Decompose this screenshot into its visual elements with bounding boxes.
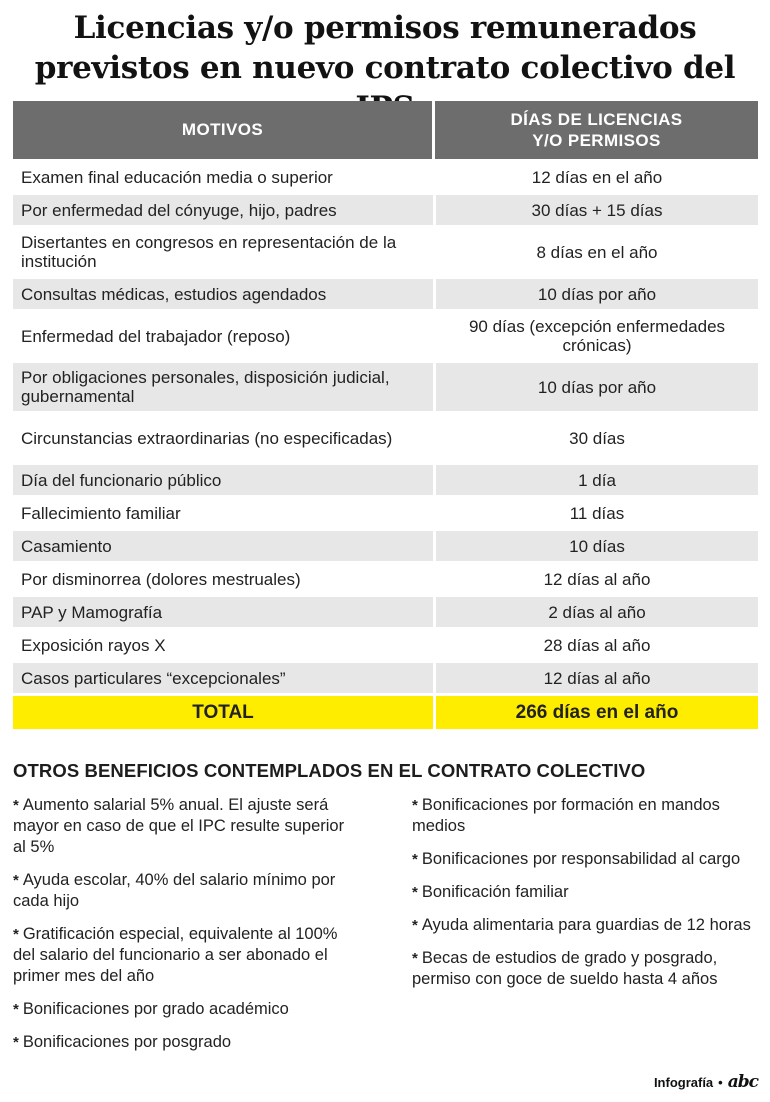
bullet-asterisk-icon: *	[412, 917, 418, 934]
motivo-cell: Disertantes en congresos en representación de la institución	[13, 228, 436, 276]
motivo-cell: Exposición rayos X	[13, 630, 436, 660]
bullet-asterisk-icon: *	[412, 884, 418, 901]
motivo-cell: Casos particulares “excepcionales”	[13, 663, 436, 693]
beneficio-item	[13, 924, 353, 987]
table-row	[13, 309, 758, 360]
beneficio-text: Ayuda alimentaria para guardias de 12 horas	[421, 916, 751, 934]
dias-cell: 30 días	[569, 428, 625, 448]
table-row	[13, 627, 758, 660]
abc-logo: abc	[727, 1072, 758, 1092]
title-line-2: previstos en nuevo contrato colectivo del	[34, 50, 736, 86]
motivo-cell: Día del funcionario público	[13, 465, 436, 495]
footer-separator: •	[718, 1074, 723, 1090]
motivo-cell: Consultas médicas, estudios agendados	[13, 279, 436, 309]
beneficios-right-column	[412, 795, 752, 1002]
motivo-cell: Fallecimiento familiar	[13, 498, 436, 528]
beneficio-text: Bonificaciones por posgrado	[22, 1033, 232, 1051]
beneficio-item	[13, 999, 353, 1020]
table-row	[13, 159, 758, 192]
dias-cell: 12 días en el año	[531, 167, 663, 187]
dias-cell: 10 días	[569, 536, 625, 556]
beneficio-text: Gratificación especial, equivalente al 100% del salario del funcionario a ser abonado el primer mes del año	[13, 925, 338, 985]
bullet-asterisk-icon: *	[13, 872, 19, 889]
bullet-asterisk-icon: *	[13, 797, 19, 814]
footer-credit	[654, 1072, 758, 1092]
table-row	[13, 660, 758, 693]
dias-cell: 8 días en el año	[536, 242, 658, 262]
bullet-asterisk-icon: *	[13, 1001, 19, 1018]
dias-cell: 10 días por año	[537, 284, 657, 304]
beneficio-item	[412, 915, 752, 936]
footer-label: Infografía	[653, 1074, 714, 1090]
motivo-cell: Enfermedad del trabajador (reposo)	[13, 312, 436, 360]
motivo-cell: Circunstancias extraordinarias (no especificadas)	[13, 414, 436, 462]
beneficio-text: Bonificaciones por formación en mandos medios	[412, 796, 720, 835]
beneficio-item	[412, 849, 752, 870]
beneficio-text: Bonificación familiar	[421, 883, 569, 901]
dias-cell: 12 días al año	[543, 668, 651, 688]
beneficios-title: OTROS BENEFICIOS CONTEMPLADOS EN EL CONTRATO COLECTIVO	[13, 760, 646, 781]
dias-cell: 90 días (excepción enfermedades crónicas)	[468, 317, 726, 355]
beneficio-item	[412, 948, 752, 990]
bullet-asterisk-icon: *	[412, 950, 418, 967]
motivo-cell: Por enfermedad del cónyuge, hijo, padres	[13, 195, 436, 225]
motivo-cell: Casamiento	[13, 531, 436, 561]
beneficio-item	[13, 1032, 353, 1053]
motivo-cell: Por obligaciones personales, disposición judicial, gubernamental	[13, 363, 436, 411]
header-dias	[435, 101, 758, 159]
table-row	[13, 225, 758, 276]
dias-cell: 1 día	[578, 470, 616, 490]
beneficio-text: Aumento salarial 5% anual. El ajuste será mayor en caso de que el IPC resulte superior al 5%	[13, 796, 345, 856]
header-dias-line-2: Y/O PERMISOS	[532, 131, 661, 150]
dias-cell: 10 días por año	[537, 377, 657, 397]
beneficios-left-column	[13, 795, 353, 1065]
beneficio-item	[13, 870, 353, 912]
dias-cell: 12 días al año	[543, 569, 651, 589]
table-row	[13, 276, 758, 309]
total-value: 266 días en el año	[515, 702, 679, 723]
beneficio-text: Becas de estudios de grado y posgrado, permiso con goce de sueldo hasta 4 años	[412, 949, 718, 988]
title-line-1: Licencias y/o permisos remunerados	[73, 10, 697, 46]
bullet-asterisk-icon: *	[13, 1034, 19, 1051]
bullet-asterisk-icon: *	[412, 797, 418, 814]
dias-cell: 2 días al año	[548, 602, 646, 622]
header-dias-line-1: DÍAS DE LICENCIAS	[510, 110, 683, 129]
total-label: TOTAL	[13, 696, 436, 729]
dias-cell: 30 días + 15 días	[531, 200, 663, 220]
beneficio-item	[13, 795, 353, 858]
licencias-table	[13, 101, 758, 729]
table-row	[13, 561, 758, 594]
table-row	[13, 192, 758, 225]
table-row	[13, 495, 758, 528]
total-row	[13, 693, 758, 729]
table-row	[13, 411, 758, 462]
beneficio-item	[412, 795, 752, 837]
table-row	[13, 594, 758, 627]
motivo-cell: Por disminorrea (dolores mestruales)	[13, 564, 436, 594]
table-row	[13, 360, 758, 411]
table-body	[13, 159, 758, 693]
bullet-asterisk-icon: *	[13, 926, 19, 943]
table-row	[13, 462, 758, 495]
table-row	[13, 528, 758, 561]
beneficio-item	[412, 882, 752, 903]
beneficio-text: Ayuda escolar, 40% del salario mínimo por cada hijo	[13, 871, 336, 910]
beneficio-text: Bonificaciones por responsabilidad al cargo	[421, 850, 741, 868]
motivo-cell: Examen final educación media o superior	[13, 162, 436, 192]
motivo-cell: PAP y Mamografía	[13, 597, 436, 627]
dias-cell: 11 días	[569, 503, 625, 523]
header-motivos: MOTIVOS	[13, 101, 435, 159]
table-header	[13, 101, 758, 159]
beneficio-text: Bonificaciones por grado académico	[22, 1000, 289, 1018]
dias-cell: 28 días al año	[543, 635, 651, 655]
bullet-asterisk-icon: *	[412, 851, 418, 868]
